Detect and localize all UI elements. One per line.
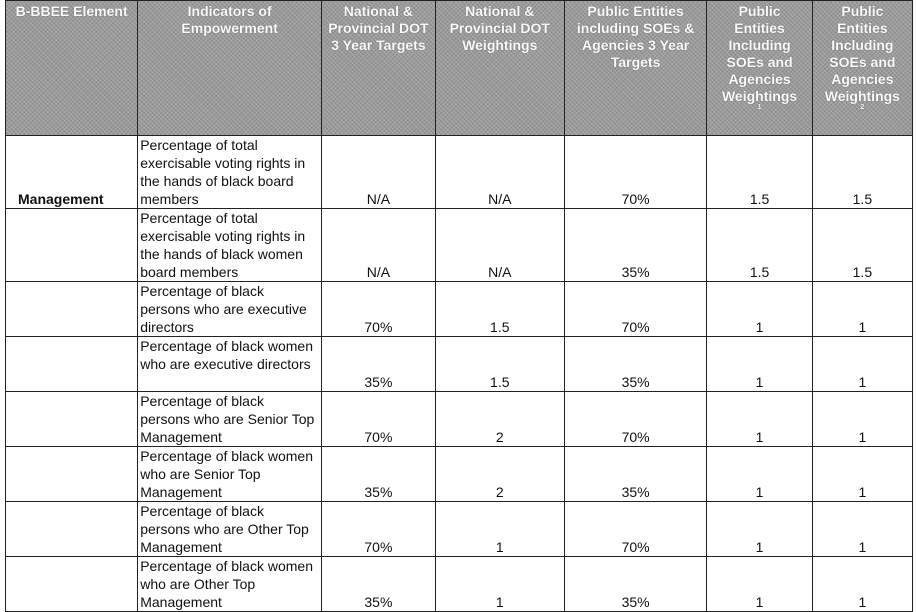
header-national-weightings: National & Provincial DOT Weightings <box>435 1 564 136</box>
indicator-cell: Percentage of total exercisable voting rights in the hands of black women board members <box>138 209 322 282</box>
indicator-cell: Percentage of black persons who are Senior Top Management <box>138 392 322 447</box>
header-national-targets: National & Provincial DOT 3 Year Targets <box>322 1 436 136</box>
indicator-cell: Percentage of black women who are executive directors <box>138 337 322 392</box>
public-weighting-1-cell: 1 <box>707 502 812 557</box>
national-target-cell: 35% <box>322 557 436 612</box>
element-cell-empty <box>6 392 138 447</box>
national-weighting-cell: 1.5 <box>435 337 564 392</box>
public-target-cell: 70% <box>564 392 707 447</box>
header-public-weightings-2 <box>812 1 912 136</box>
indicator-cell: Percentage of black persons who are Other Top Management <box>138 502 322 557</box>
public-weighting-1-cell: 1 <box>707 557 812 612</box>
table-row <box>6 282 913 337</box>
public-weighting-2-cell: 1.5 <box>812 136 912 209</box>
national-target-cell: N/A <box>322 136 436 209</box>
element-cell-empty <box>6 209 138 282</box>
element-cell-empty <box>6 282 138 337</box>
public-target-cell: 35% <box>564 447 707 502</box>
national-target-cell: 70% <box>322 392 436 447</box>
public-weighting-1-cell: 1 <box>707 337 812 392</box>
indicator-cell: Percentage of black women who are Senior Top Management <box>138 447 322 502</box>
public-weighting-2-cell: 1 <box>812 282 912 337</box>
table-row <box>6 502 913 557</box>
table-row <box>6 136 913 209</box>
public-target-cell: 35% <box>564 557 707 612</box>
national-target-cell: N/A <box>322 209 436 282</box>
public-target-cell: 35% <box>564 337 707 392</box>
public-target-cell: 35% <box>564 209 707 282</box>
element-cell-empty <box>6 447 138 502</box>
indicator-cell: Percentage of black women who are Other Top Management <box>138 557 322 612</box>
national-weighting-cell: 2 <box>435 392 564 447</box>
header-bbbee-element: B-BBEE Element <box>6 1 138 136</box>
header-indicators: Indicators of Empowerment <box>138 1 322 136</box>
table-row <box>6 557 913 612</box>
national-weighting-cell: 1 <box>435 557 564 612</box>
national-target-cell: 35% <box>322 337 436 392</box>
public-weighting-2-cell: 1 <box>812 392 912 447</box>
header-public-weightings-1 <box>707 1 812 136</box>
public-weighting-1-cell: 1.5 <box>707 136 812 209</box>
public-weighting-1-cell: 1.5 <box>707 209 812 282</box>
public-weighting-2-cell: 1 <box>812 557 912 612</box>
national-weighting-cell: N/A <box>435 136 564 209</box>
element-cell-empty <box>6 502 138 557</box>
element-cell-management: Management <box>6 136 138 209</box>
table-row <box>6 392 913 447</box>
table-row <box>6 209 913 282</box>
table-row <box>6 447 913 502</box>
public-weighting-2-cell: 1 <box>812 502 912 557</box>
header-public-weightings-1-footnote: 1 <box>757 104 762 111</box>
public-weighting-1-cell: 1 <box>707 447 812 502</box>
national-weighting-cell: 1.5 <box>435 282 564 337</box>
header-public-weightings-2-footnote: 2 <box>860 104 865 111</box>
header-public-targets: Public Entities including SOEs & Agencies 3 Year Targets <box>564 1 707 136</box>
header-public-weightings-2-label: Public Entities Including SOEs and Agencies Weightings <box>824 3 900 104</box>
element-cell-empty <box>6 557 138 612</box>
element-cell-empty <box>6 337 138 392</box>
national-weighting-cell: N/A <box>435 209 564 282</box>
public-target-cell: 70% <box>564 282 707 337</box>
national-target-cell: 35% <box>322 447 436 502</box>
indicator-cell: Percentage of total exercisable voting rights in the hands of black board members <box>138 136 322 209</box>
national-weighting-cell: 2 <box>435 447 564 502</box>
empowerment-table-container <box>5 0 913 612</box>
public-weighting-2-cell: 1.5 <box>812 209 912 282</box>
table-header-row <box>6 1 913 136</box>
public-weighting-2-cell: 1 <box>812 337 912 392</box>
national-target-cell: 70% <box>322 502 436 557</box>
public-weighting-1-cell: 1 <box>707 392 812 447</box>
national-target-cell: 70% <box>322 282 436 337</box>
public-weighting-1-cell: 1 <box>707 282 812 337</box>
indicator-cell: Percentage of black persons who are executive directors <box>138 282 322 337</box>
public-weighting-2-cell: 1 <box>812 447 912 502</box>
national-weighting-cell: 1 <box>435 502 564 557</box>
public-target-cell: 70% <box>564 502 707 557</box>
public-target-cell: 70% <box>564 136 707 209</box>
header-public-weightings-1-label: Public Entities Including SOEs and Agencies Weightings <box>721 3 798 104</box>
bbbee-management-table <box>5 0 913 612</box>
table-row <box>6 337 913 392</box>
